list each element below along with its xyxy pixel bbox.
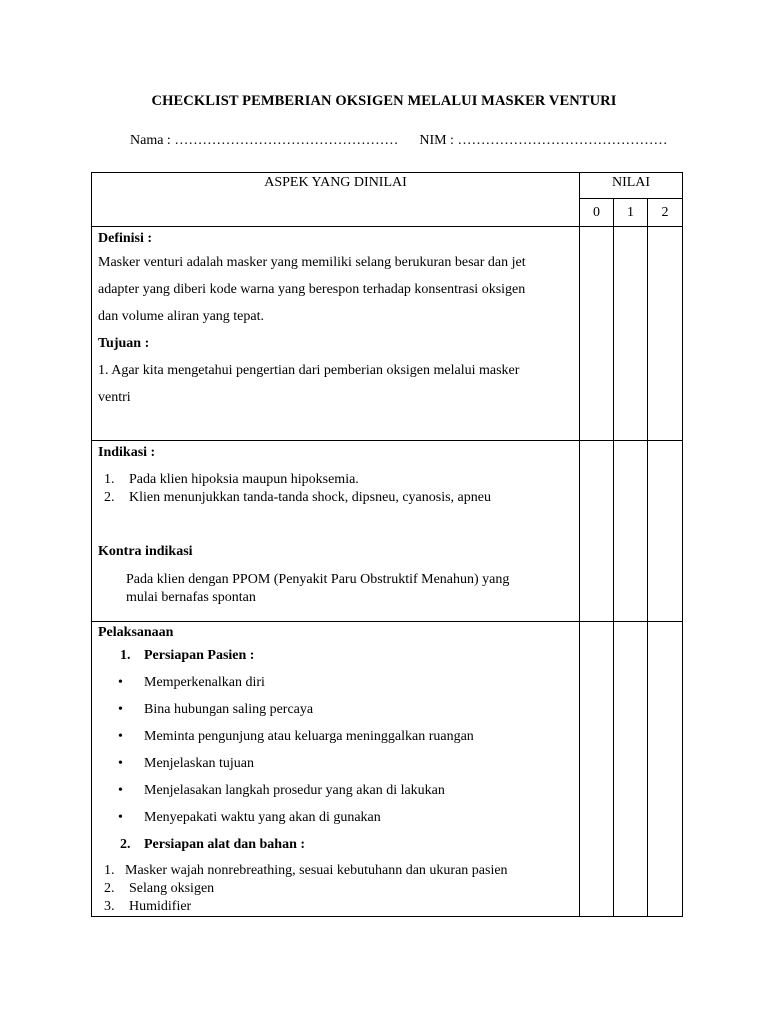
header-nilai: NILAI (580, 173, 683, 199)
tujuan-line: ventri (98, 390, 131, 405)
score-header-0: 0 (580, 199, 614, 227)
alat-item: 3. Humidifier (104, 899, 192, 914)
indikasi-list (98, 471, 573, 507)
step-item: • Menjelasakan langkah prosedur yang akan di lakukan (118, 783, 445, 798)
score-cell-0[interactable] (580, 622, 614, 917)
kontra-title: Kontra indikasi (98, 544, 193, 559)
kontra-line: mulai bernafas spontan (126, 590, 256, 605)
name-field: ………………………………………… (174, 133, 399, 148)
section-indikasi (92, 441, 580, 622)
pelaksanaan-steps (98, 642, 573, 858)
tujuan-line: 1. Agar kita mengetahui pengertian dari pemberian oksigen melalui masker (98, 363, 520, 378)
tujuan-title: Tujuan : (98, 336, 150, 351)
nim-field: ……………………………………… (457, 133, 668, 148)
score-cell-0[interactable] (580, 227, 614, 441)
section-definisi-tujuan (92, 227, 580, 441)
pelaksanaan-title: Pelaksanaan (98, 625, 174, 640)
definisi-line: dan volume aliran yang tepat. (98, 309, 264, 324)
header-aspek: ASPEK YANG DINILAI (92, 173, 580, 227)
indikasi-title: Indikasi : (98, 445, 156, 460)
score-cell-2[interactable] (648, 441, 683, 622)
score-cell-1[interactable] (614, 441, 648, 622)
definisi-line: Masker venturi adalah masker yang memiliki selang berukuran besar dan jet (98, 255, 526, 270)
step-item: • Menyepakati waktu yang akan di gunakan (118, 810, 381, 825)
score-cell-0[interactable] (580, 441, 614, 622)
step-item: • Menjelaskan tujuan (118, 756, 255, 771)
definisi-title: Definisi : (98, 231, 153, 246)
definisi-line: adapter yang diberi kode warna yang berespon terhadap konsentrasi oksigen (98, 282, 526, 297)
alat-item: 2. Selang oksigen (104, 881, 215, 896)
step-heading: 1. Persiapan Pasien : (120, 648, 255, 663)
alat-bahan-list (98, 862, 573, 916)
step-item: • Bina hubungan saling percaya (118, 702, 314, 717)
step-item: • Memperkenalkan diri (118, 675, 265, 690)
section-pelaksanaan (92, 622, 580, 917)
checklist-table (91, 172, 683, 917)
nim-label: NIM : (419, 133, 454, 148)
document-title: CHECKLIST PEMBERIAN OKSIGEN MELALUI MASKER VENTURI (151, 93, 617, 109)
score-cell-2[interactable] (648, 227, 683, 441)
indikasi-item: 1. Pada klien hipoksia maupun hipoksemia. (104, 472, 359, 487)
score-header-2: 2 (648, 199, 683, 227)
name-label: Nama : (130, 133, 171, 148)
score-cell-2[interactable] (648, 622, 683, 917)
step-item: • Meminta pengunjung atau keluarga meninggalkan ruangan (118, 729, 474, 744)
score-cell-1[interactable] (614, 622, 648, 917)
score-header-1: 1 (614, 199, 648, 227)
score-cell-1[interactable] (614, 227, 648, 441)
step-heading: 2. Persiapan alat dan bahan : (120, 837, 306, 852)
alat-item: 1. Masker wajah nonrebreathing, sesuai kebutuhann dan ukuran pasien (104, 863, 508, 878)
kontra-line: Pada klien dengan PPOM (Penyakit Paru Obstruktif Menahun) yang (126, 572, 510, 587)
identity-line (130, 133, 667, 149)
indikasi-item: 2. Klien menunjukkan tanda-tanda shock, dipsneu, cyanosis, apneu (104, 490, 491, 505)
